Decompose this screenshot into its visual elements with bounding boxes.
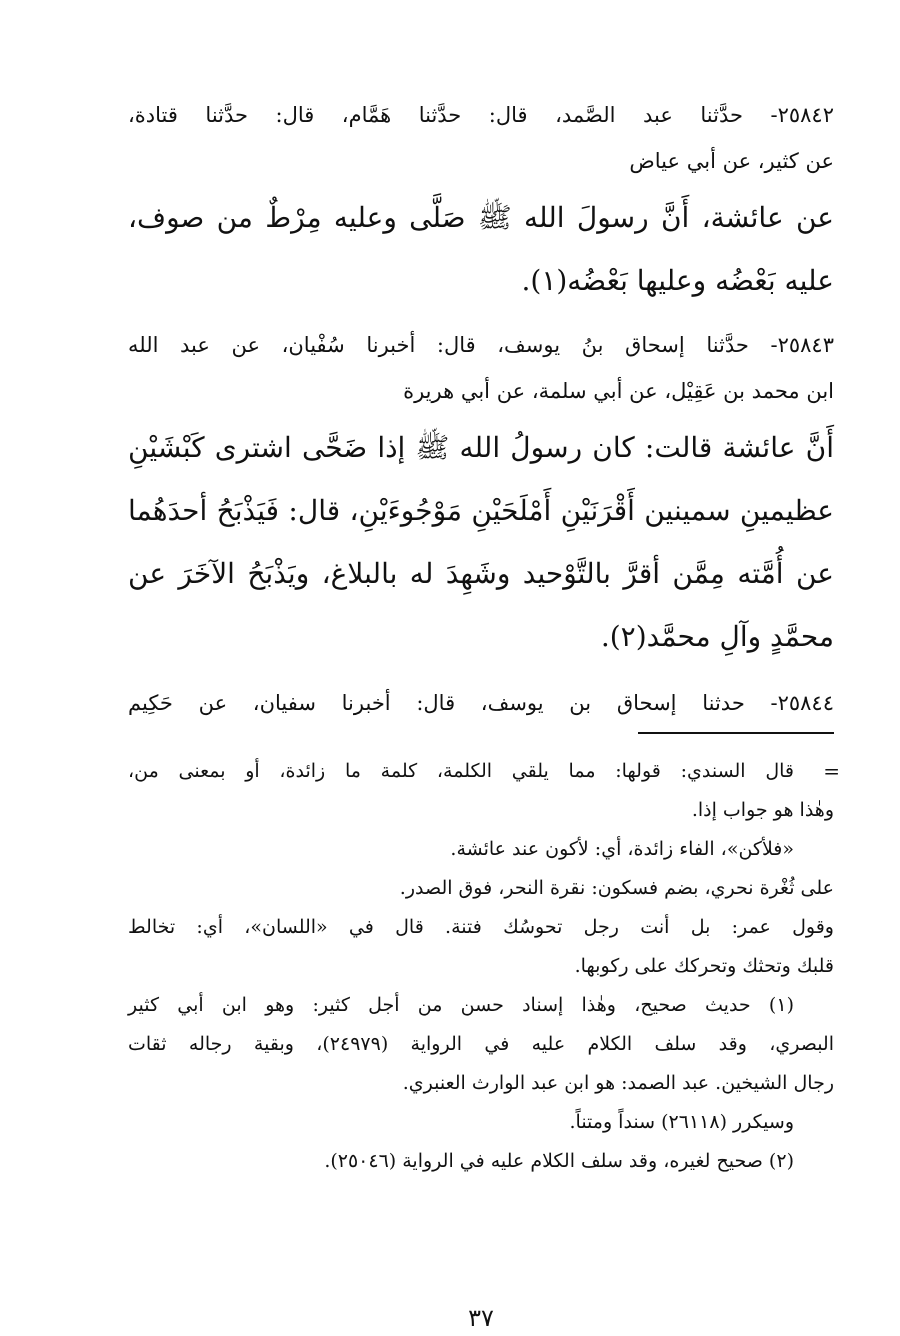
footnote-line: البصري، وقد سلف الكلام عليه في الرواية (٢٤٩٧٩)، وبقية رجاله ثقات — [128, 1033, 834, 1055]
footnote-line: وهٰذا هو جواب إذا. — [691, 799, 834, 821]
isnad-line: ٢٥٨٤٢- حدَّثنا عبد الصَّمد، قال: حدَّثنا هَمَّام، قال: حدَّثنا قتادة، — [128, 103, 834, 127]
hadith-25843-isnad — [128, 322, 834, 414]
footnote-line: (٢) صحيح لغيره، وقد سلف الكلام عليه في الرواية (٢٥٠٤٦). — [324, 1150, 794, 1172]
footnotes — [128, 752, 840, 1181]
hadith-25842-matn — [128, 186, 834, 312]
page-number: ٣٧ — [468, 1304, 494, 1332]
hadith-25843-matn — [128, 416, 834, 668]
footnote-line: وسيكرر (٢٦١١٨) سنداً ومتناً. — [569, 1111, 794, 1133]
matn-line: عليه بَعْضُه وعليها بَعْضُه(١). — [521, 264, 834, 297]
matn-line: محمَّدٍ وآلِ محمَّد(٢). — [600, 620, 834, 653]
matn-line: أَنَّ عائشة قالت: كان رسولُ الله ﷺ إذا ضَحَّى اشترى كَبْشَيْنِ — [128, 431, 834, 464]
footnote-line: (١) حديث صحيح، وهٰذا إسناد حسن من أجل كثير: وهو ابن أبي كثير — [128, 994, 794, 1016]
isnad-line: ٢٥٨٤٣- حدَّثنا إسحاق بنُ يوسف، قال: أخبرنا سُفْيان، عن عبد الله — [128, 333, 834, 357]
hadith-25844-isnad — [128, 680, 834, 726]
footnote-line: رجال الشيخين. عبد الصمد: هو ابن عبد الوارث العنبري. — [402, 1072, 834, 1094]
isnad-line: عن كثير، عن أبي عياض — [629, 149, 834, 173]
hadith-25842-isnad — [128, 92, 834, 184]
footnote-line: «فلأكن»، الفاء زائدة، أي: لأكون عند عائشة. — [450, 838, 794, 860]
book-page — [128, 92, 840, 1332]
footnote-line: وقول عمر: بل أنت رجل تحوسُك فتنة. قال في «اللسان»، أي: تخالط — [128, 916, 834, 938]
footnote-line: قلبك وتحثك وتحركك على ركوبها. — [574, 955, 834, 977]
isnad-line: ابن محمد بن عَقِيْل، عن أبي سلمة، عن أبي هريرة — [403, 379, 834, 403]
matn-line: عن عائشة، أَنَّ رسولَ الله ﷺ صَلَّى وعليه مِرْطٌ من صوف، — [128, 201, 834, 234]
footnote-line: قال السندي: قولها: مما يلقي الكلمة، كلمة ما زائدة، أو بمعنى من، — [128, 760, 794, 782]
matn-line: عظيمينِ سمينين أَقْرَنَيْنِ أَمْلَحَيْنِ مَوْجُوءَيْنِ، قال: فَيَذْبَحُ أحدَهُما — [128, 494, 834, 527]
isnad-line: ٢٥٨٤٤- حدثنا إسحاق بن يوسف، قال: أخبرنا سفيان، عن حَكِيم — [128, 691, 834, 715]
footnote-line: على ثُغْرة نحري، بضم فسكون: نقرة النحر، فوق الصدر. — [399, 877, 834, 899]
continuation-mark: = — [823, 759, 840, 783]
footnote-divider — [638, 732, 834, 734]
matn-line: عن أُمَّته مِمَّن أقرَّ بالتَّوْحيد وشَهِدَ له بالبلاغ، ويَذْبَحُ الآخَرَ عن — [128, 557, 834, 590]
